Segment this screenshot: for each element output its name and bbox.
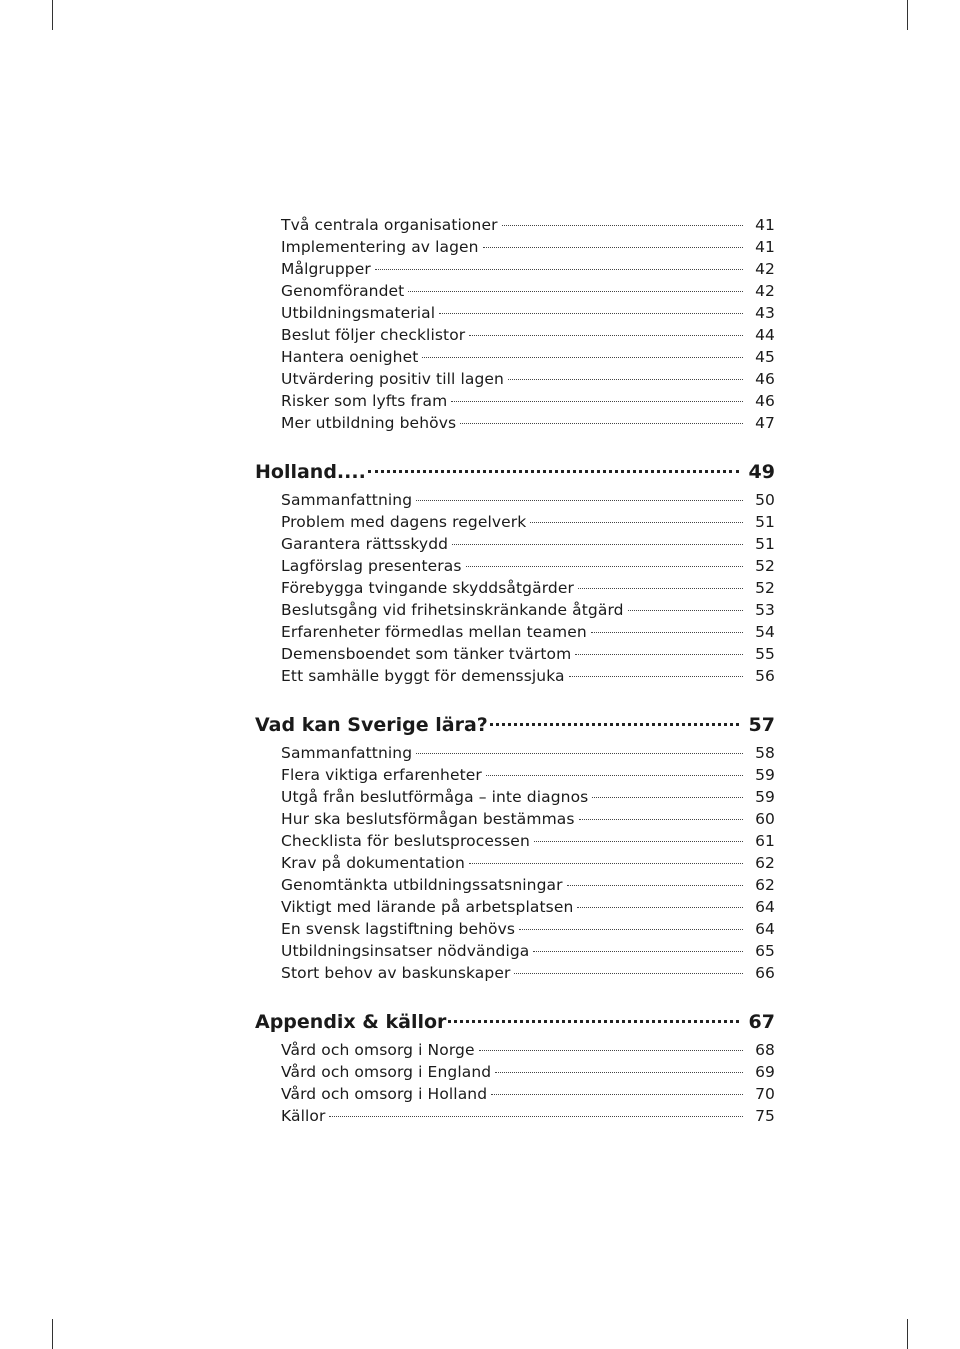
dot-leader — [533, 951, 743, 952]
crop-mark-bottom-left — [52, 1319, 53, 1349]
dot-leader — [416, 500, 743, 501]
dot-leader — [491, 1094, 743, 1095]
toc-entry[interactable] — [281, 302, 775, 324]
section-heading[interactable] — [255, 711, 775, 739]
toc-entry-title: Krav på dokumentation — [281, 854, 465, 872]
toc-entry-page: 59 — [755, 788, 775, 806]
section-title: Vad kan Sverige lära? — [255, 714, 488, 736]
toc-entry[interactable] — [281, 940, 775, 962]
toc-entry-title: Viktigt med lärande på arbetsplatsen — [281, 898, 574, 916]
toc-entry-page: 59 — [755, 766, 775, 784]
toc-entry-title: Checklista för beslutsprocessen — [281, 832, 530, 850]
toc-entry[interactable] — [281, 852, 775, 874]
toc-entry-title: Källor — [281, 1107, 326, 1125]
toc-entry-page: 66 — [755, 964, 775, 982]
toc-entry[interactable] — [281, 1105, 775, 1127]
toc-entry-title: Beslutsgång vid frihetsinskränkande åtgärd — [281, 601, 624, 619]
toc-entry-page: 58 — [755, 744, 775, 762]
dot-leader — [448, 1020, 739, 1023]
toc-entry-title: Lagförslag presenteras — [281, 557, 462, 575]
toc-entry-title: Flera viktiga erfarenheter — [281, 766, 482, 784]
section-title: Holland.... — [255, 461, 366, 483]
toc-entry[interactable] — [281, 214, 775, 236]
toc-entry-page: 53 — [755, 601, 775, 619]
dot-leader — [469, 863, 743, 864]
toc-entry-title: Utvärdering positiv till lagen — [281, 370, 504, 388]
toc-entry-title: Demensboendet som tänker tvärtom — [281, 645, 572, 663]
toc-entry-title: Risker som lyfts fram — [281, 392, 448, 410]
dot-leader — [592, 797, 743, 798]
dot-leader — [567, 885, 743, 886]
toc-entry-page: 69 — [755, 1063, 775, 1081]
crop-mark-top-left — [52, 0, 53, 30]
toc-entry[interactable] — [281, 874, 775, 896]
toc-entry-title: En svensk lagstiftning behövs — [281, 920, 516, 938]
dot-leader — [329, 1116, 743, 1117]
toc-entry[interactable] — [281, 599, 775, 621]
section-page: 49 — [748, 461, 775, 483]
toc-entry-title: Mer utbildning behövs — [281, 414, 457, 432]
toc-entry-page: 41 — [755, 216, 775, 234]
section-page: 57 — [748, 714, 775, 736]
toc-entry-page: 45 — [755, 348, 775, 366]
toc-entry[interactable] — [281, 808, 775, 830]
dot-leader — [490, 723, 739, 726]
toc-entry-page: 56 — [755, 667, 775, 685]
toc-entry[interactable] — [281, 577, 775, 599]
toc-entry-title: Vård och omsorg i Holland — [281, 1085, 488, 1103]
toc-entry-page: 62 — [755, 876, 775, 894]
dot-leader — [534, 841, 743, 842]
dot-leader — [514, 973, 743, 974]
toc-entry-title: Erfarenheter förmedlas mellan teamen — [281, 623, 587, 641]
dot-leader — [569, 676, 743, 677]
toc-entry-title: Utbildningsmaterial — [281, 304, 436, 322]
toc-entry-title: Beslut följer checklistor — [281, 326, 466, 344]
toc-entry-title: Garantera rättsskydd — [281, 535, 449, 553]
toc-entry-page: 42 — [755, 282, 775, 300]
dot-leader — [519, 929, 743, 930]
toc-entry-title: Vård och omsorg i Norge — [281, 1041, 475, 1059]
toc-entry-title: Sammanfattning — [281, 491, 413, 509]
dot-leader — [530, 522, 743, 523]
dot-leader — [579, 819, 743, 820]
dot-leader — [508, 379, 743, 380]
toc-entry[interactable] — [281, 390, 775, 412]
table-of-contents — [255, 214, 775, 1127]
section-heading[interactable] — [255, 458, 775, 486]
toc-entry-page: 52 — [755, 579, 775, 597]
dot-leader — [486, 775, 743, 776]
toc-entry[interactable] — [281, 555, 775, 577]
toc-entry[interactable] — [281, 511, 775, 533]
toc-entry-page: 62 — [755, 854, 775, 872]
toc-entry-page: 42 — [755, 260, 775, 278]
toc-entry-page: 60 — [755, 810, 775, 828]
dot-leader — [479, 1050, 743, 1051]
toc-entry-page: 51 — [755, 535, 775, 553]
toc-entry-title: Sammanfattning — [281, 744, 413, 762]
toc-entry-page: 55 — [755, 645, 775, 663]
toc-entry-page: 70 — [755, 1085, 775, 1103]
toc-entry[interactable] — [281, 533, 775, 555]
toc-entry[interactable] — [281, 918, 775, 940]
toc-entry-page: 64 — [755, 920, 775, 938]
toc-entry-page: 54 — [755, 623, 775, 641]
dot-leader — [577, 907, 743, 908]
toc-entry[interactable] — [281, 621, 775, 643]
toc-entry-page: 51 — [755, 513, 775, 531]
dot-leader — [495, 1072, 743, 1073]
toc-entry-page: 65 — [755, 942, 775, 960]
dot-leader — [368, 470, 739, 473]
toc-entry-title: Hur ska beslutsförmågan bestämmas — [281, 810, 575, 828]
toc-entry[interactable] — [281, 346, 775, 368]
toc-entry[interactable] — [281, 665, 775, 687]
toc-entry[interactable] — [281, 236, 775, 258]
toc-entry-page: 50 — [755, 491, 775, 509]
dot-leader — [591, 632, 743, 633]
dot-leader — [502, 225, 743, 226]
toc-entry-title: Problem med dagens regelverk — [281, 513, 527, 531]
dot-leader — [375, 269, 743, 270]
crop-mark-bottom-right — [907, 1319, 908, 1349]
toc-entry[interactable] — [281, 489, 775, 511]
dot-leader — [422, 357, 743, 358]
toc-entry[interactable] — [281, 1061, 775, 1083]
toc-entry-title: Målgrupper — [281, 260, 371, 278]
dot-leader — [628, 610, 743, 611]
toc-entry-title: Vård och omsorg i England — [281, 1063, 492, 1081]
toc-entry-page: 75 — [755, 1107, 775, 1125]
dot-leader — [483, 247, 743, 248]
toc-entry[interactable] — [281, 764, 775, 786]
dot-leader — [408, 291, 743, 292]
dot-leader — [469, 335, 743, 336]
dot-leader — [416, 753, 743, 754]
toc-entry-page: 52 — [755, 557, 775, 575]
toc-entry-page: 46 — [755, 392, 775, 410]
toc-entry-title: Genomtänkta utbildningssatsningar — [281, 876, 563, 894]
dot-leader — [439, 313, 743, 314]
toc-entry[interactable] — [281, 258, 775, 280]
toc-entry[interactable] — [281, 412, 775, 434]
toc-entry[interactable] — [281, 962, 775, 984]
toc-entry-title: Förebygga tvingande skyddsåtgärder — [281, 579, 574, 597]
crop-mark-top-right — [907, 0, 908, 30]
toc-entry[interactable] — [281, 830, 775, 852]
section-page: 67 — [748, 1011, 775, 1033]
toc-entry-page: 41 — [755, 238, 775, 256]
toc-entry-page: 46 — [755, 370, 775, 388]
dot-leader — [575, 654, 743, 655]
toc-entry-title: Utgå från beslutförmåga – inte diagnos — [281, 788, 589, 806]
toc-entry-title: Ett samhälle byggt för demenssjuka — [281, 667, 565, 685]
dot-leader — [452, 544, 743, 545]
toc-entry[interactable] — [281, 896, 775, 918]
toc-entry[interactable] — [281, 280, 775, 302]
toc-entry-page: 43 — [755, 304, 775, 322]
dot-leader — [578, 588, 743, 589]
toc-entry-title: Hantera oenighet — [281, 348, 419, 366]
toc-entry-title: Utbildningsinsatser nödvändiga — [281, 942, 530, 960]
toc-entry-page: 68 — [755, 1041, 775, 1059]
dot-leader — [466, 566, 743, 567]
toc-entry[interactable] — [281, 1039, 775, 1061]
toc-entry-page: 61 — [755, 832, 775, 850]
section-title: Appendix & källor — [255, 1011, 447, 1033]
dot-leader — [460, 423, 743, 424]
toc-entry[interactable] — [281, 786, 775, 808]
toc-entry[interactable] — [281, 324, 775, 346]
toc-entry-title: Implementering av lagen — [281, 238, 479, 256]
toc-entry[interactable] — [281, 643, 775, 665]
toc-entry-title: Genomförandet — [281, 282, 405, 300]
toc-entry[interactable] — [281, 1083, 775, 1105]
toc-entry-page: 47 — [755, 414, 775, 432]
toc-entry-page: 64 — [755, 898, 775, 916]
toc-entry[interactable] — [281, 742, 775, 764]
dot-leader — [451, 401, 743, 402]
toc-entry-title: Stort behov av baskunskaper — [281, 964, 511, 982]
toc-entry-title: Två centrala organisationer — [281, 216, 498, 234]
toc-entry[interactable] — [281, 368, 775, 390]
toc-entry-page: 44 — [755, 326, 775, 344]
section-heading[interactable] — [255, 1008, 775, 1036]
